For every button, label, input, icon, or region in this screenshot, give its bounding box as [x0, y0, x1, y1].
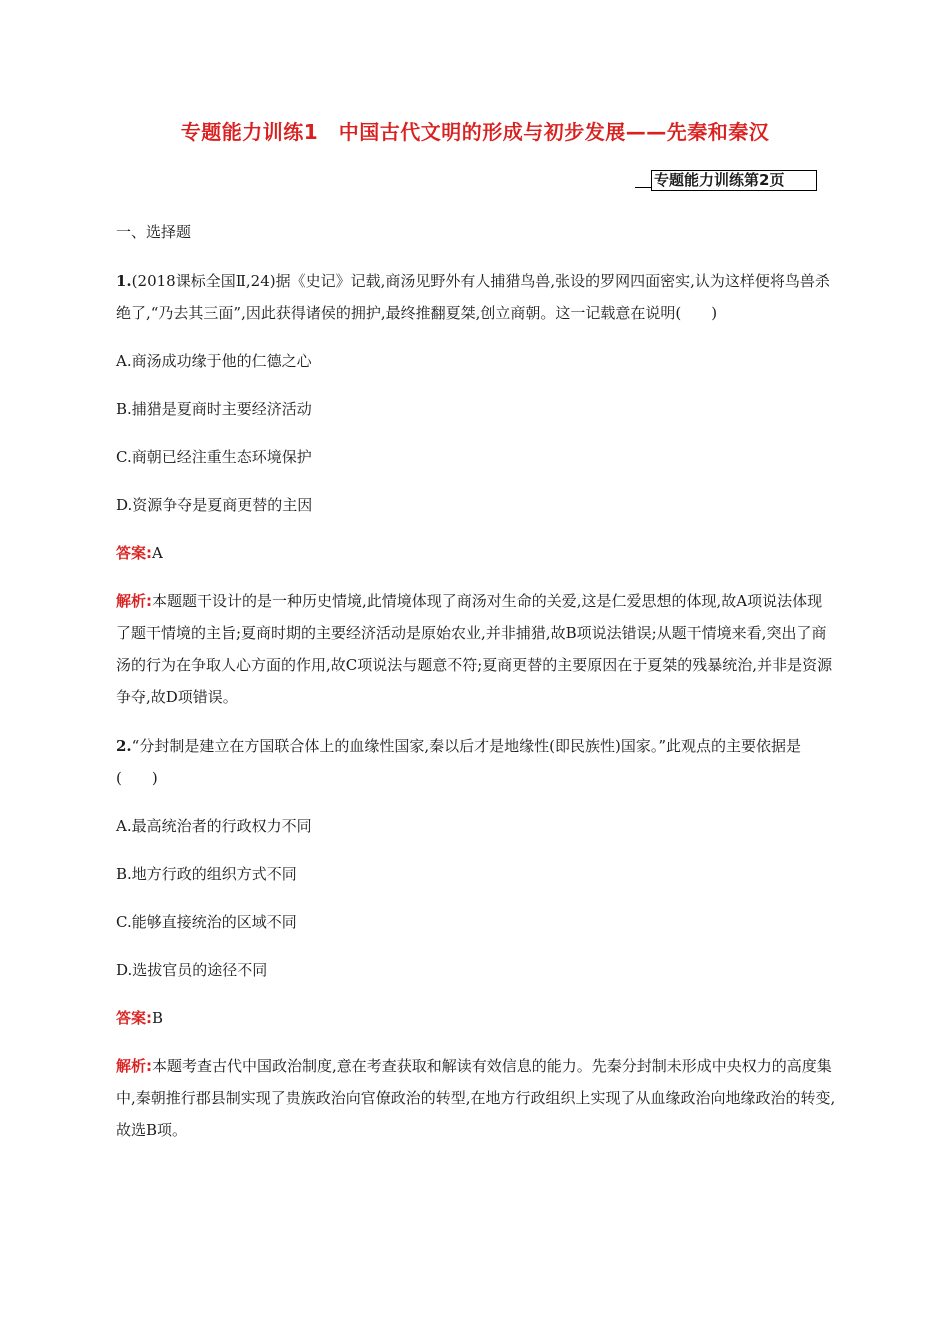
page-tag [635, 170, 817, 191]
answer-label: 答案: [116, 544, 152, 562]
section-heading: 一、选择题 [116, 223, 192, 241]
question-text: (2018课标全国Ⅱ,24)据《史记》记载,商汤见野外有人捕猎鸟兽,张设的罗网四面密实,认为这样便将鸟兽杀绝了,“乃去其三面”,因此获得诸侯的拥护,最终推翻夏桀,创立商朝。这一记载意在说明( ) [116, 272, 830, 322]
document-body [116, 212, 836, 1146]
question-text: “分封制是建立在方国联合体上的血缘性国家,秦以后才是地缘性(即民族性)国家。”此观点的主要依据是( ) [116, 737, 801, 787]
option-b: B.地方行政的组织方式不同 [116, 865, 297, 883]
explanation [116, 585, 836, 713]
option-c: C.能够直接统治的区域不同 [116, 913, 297, 931]
answer-line [116, 537, 836, 569]
page-tag-underline [635, 187, 651, 188]
question-stem [116, 265, 836, 329]
option-d: D.资源争夺是夏商更替的主因 [116, 496, 313, 514]
question-number: 2. [116, 737, 132, 755]
option-c: C.商朝已经注重生态环境保护 [116, 448, 312, 466]
question-stem [116, 730, 836, 794]
question-2 [116, 730, 836, 1146]
answer-line [116, 1002, 836, 1034]
explanation-text: 本题题干设计的是一种历史情境,此情境体现了商汤对生命的关爱,这是仁爱思想的体现,故A项说法体现了题干情境的主旨;夏商时期的主要经济活动是原始农业,并非捕猎,故B项说法错误;从题干情境来看,突出了商汤的行为在争取人心方面的作用,故C项说法与题意不符;夏商更替的主要原因在于夏桀的残暴统治,并非是资源争夺,故D项错误。 [116, 592, 833, 706]
answer-value: A [152, 544, 163, 562]
explanation-label: 解析: [116, 592, 152, 610]
page-tag-box: 专题能力训练第2页 [651, 170, 817, 191]
answer-value: B [152, 1009, 164, 1027]
answer-label: 答案: [116, 1009, 152, 1027]
option-a: A.商汤成功缘于他的仁德之心 [116, 352, 312, 370]
option-d: D.选拔官员的途径不同 [116, 961, 268, 979]
question-1 [116, 265, 836, 713]
option-b: B.捕猎是夏商时主要经济活动 [116, 400, 312, 418]
explanation-text: 本题考查古代中国政治制度,意在考查获取和解读有效信息的能力。先秦分封制未形成中央权力的高度集中,秦朝推行郡县制实现了贵族政治向官僚政治的转型,在地方行政组织上实现了从血缘政治向地缘政治的转变,故选B项。 [116, 1057, 836, 1139]
question-number: 1. [116, 272, 132, 290]
explanation-label: 解析: [116, 1057, 152, 1075]
explanation [116, 1050, 836, 1146]
document-title: 专题能力训练1 中国古代文明的形成与初步发展——先秦和秦汉 [180, 120, 770, 144]
option-a: A.最高统治者的行政权力不同 [116, 817, 312, 835]
